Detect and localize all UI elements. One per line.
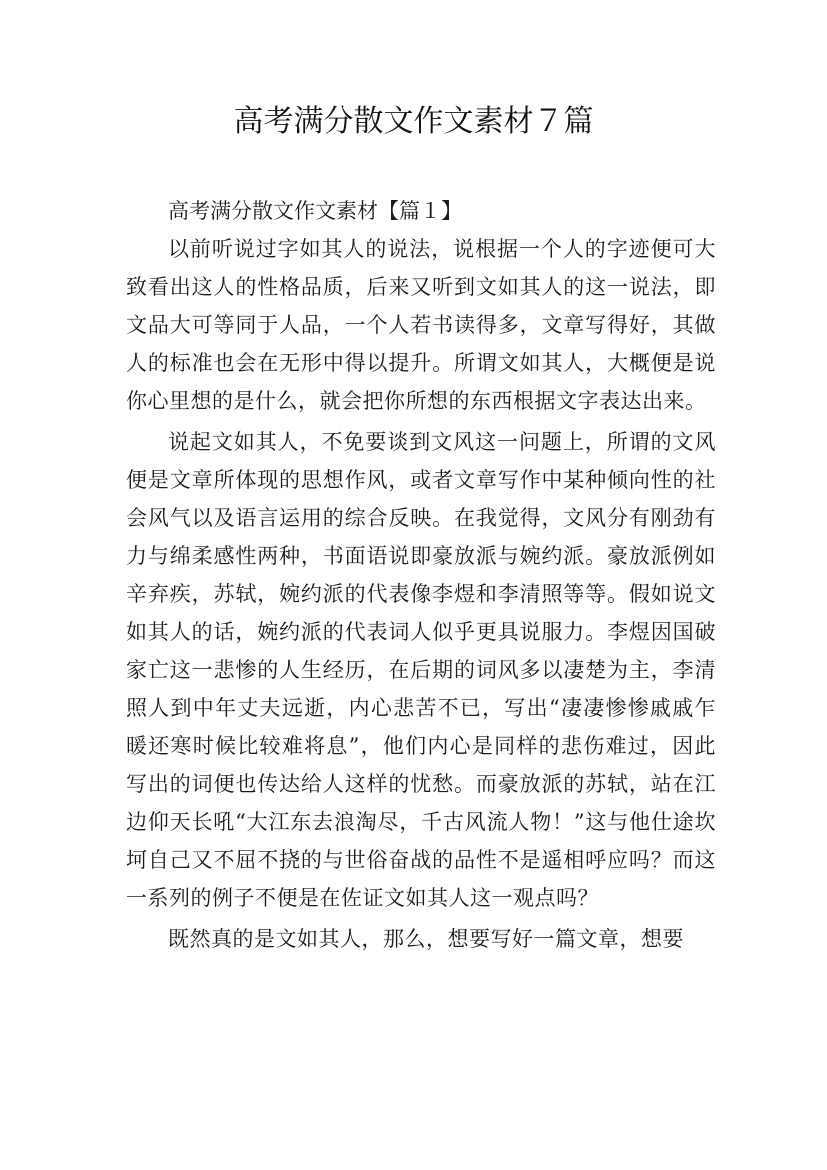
paragraph-3: 既然真的是文如其人，那么，想要写好一篇文章，想要 (168, 927, 684, 951)
document-body (126, 192, 716, 958)
document-title: 高考满分散文作文素材７篇 (233, 104, 594, 139)
paragraph-1: 以前听说过字如其人的说法，说根据一个人的字迹便可大致看出这人的性格品质，后来又听到文如其人的这一说法，即文品大可等同于人品，一个人若书读得多，文章写得好，其做人的标准也会在无形中得以提升。所谓文如其人，大概便是说你心里想的是什么，就会把你所想的东西根据文字表达出来。 (126, 237, 716, 413)
section-heading: 高考满分散文作文素材【篇１】 (168, 199, 462, 223)
paragraph-2: 说起文如其人，不免要谈到文风这一问题上，所谓的文风便是文章所体现的思想作风，或者文章写作中某种倾向性的社会风气以及语言运用的综合反映。在我觉得，文风分有刚劲有力与绵柔感性两种，书面语说即豪放派与婉约派。豪放派例如辛弃疾，苏轼，婉约派的代表像李煜和李清照等等。假如说文如其人的话，婉约派的代表词人似乎更具说服力。李煜因国破家亡这一悲惨的人生经历，在后期的词风多以凄楚为主，李清照人到中年丈夫远逝，内心悲苦不已，写出“凄凄惨惨戚戚乍暖还寒时候比较难将息”，他们内心是同样的悲伤难过，因此写出的词便也传达给人这样的忧愁。而豪放派的苏轼，站在江边仰天长吼“大江东去浪淘尽，千古风流人物！”这与他仕途坎坷自己又不屈不挠的与世俗奋战的品性不是遥相呼应吗？而这一系列的例子不便是在佐证文如其人这一观点吗？ (126, 430, 716, 910)
